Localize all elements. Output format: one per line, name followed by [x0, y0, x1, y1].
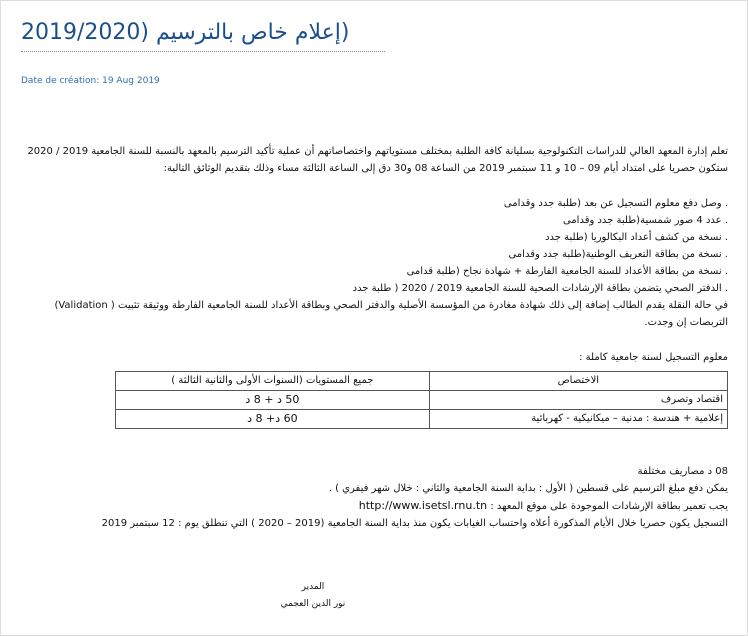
fees-table [115, 371, 728, 429]
page-title: (إعلام خاص بالترسيم (2019/2020 [21, 20, 350, 45]
signature-name: نور الدين العجمي [280, 599, 346, 609]
creation-date: Date de création: 19 Aug 2019 [21, 76, 160, 86]
document-item: . الدفتر الصحي يتضمن بطاقة الإرشادات الصحية للسنة الجامعية 2019 / 2020 ( طلبة جدد [352, 283, 728, 294]
table-cell-specialty: اقتصاد وتصرف [429, 391, 727, 410]
table-row [116, 410, 728, 429]
table-row [116, 391, 728, 410]
document-item: . وصل دفع معلوم التسجيل عن بعد (طلبة جدد وقدامى [503, 198, 728, 209]
article-body [21, 143, 728, 532]
institute-website-link[interactable]: http://www.isetsl.rnu.tn [358, 499, 488, 512]
misc-fees-line: 08 د مصاريف مختلفة [637, 466, 728, 477]
health-card-text: يجب تعمير بطاقة الإرشادات الموجودة على موقع المعهد : [490, 501, 728, 512]
document-item: . نسخة من كشف أعداد البكالوريا (طلبة جدد [545, 232, 728, 243]
intro-paragraph: تعلم إدارة المعهد العالي للدراسات التكنولوجية بسليانة كافة الطلبة بمختلف مستوياتهم واختصاصاتهم أن عملية تأكيد الترسيم بالمعهد بالنسبة للسنة الجامعية 2019 / 2020 ستكون حصريا على امتداد أيام 09 – 10 و 11 سبتمبر 2019 من الساعة 08 و30 دق إلى الساعة الثالثة مساء وذلك بتقديم الوثائق التالية: [27, 146, 728, 174]
table-cell-specialty: إعلامية + هندسة : مدنية – ميكانيكية - كهربائية [429, 410, 727, 429]
document-item: . نسخة من بطاقة التعريف الوطنية(طلبة جدد وقدامى [508, 249, 728, 260]
deadline-note: التسجيل يكون حصريا خلال الأيام المذكورة أعلاه واحتساب الغيابات يكون منذ بداية السنة الجامعية (2019 – 2020 ) التي تنطلق يوم : 12 سبتمبر 2019 [101, 518, 728, 529]
table-header-cell: الاختصاص [429, 372, 727, 391]
signature-role: المدير [301, 582, 325, 592]
transfer-note: في حالة النقلة يقدم الطالب إضافة إلى ذلك شهادة مغادرة من المؤسسة الأصلية والدفتر الصحي وبطاقة الأعداد للسنة الجامعية الفارطة ووثيقة تثبيت ( Validation) التربصات إن وجدت. [54, 300, 728, 328]
required-documents-list [21, 195, 728, 297]
signature-block [263, 579, 363, 613]
document-item: . عدد 4 صور شمسية(طلبة جدد وقدامى [562, 215, 728, 226]
table-header-cell: جميع المستويات (السنوات الأولى والثانية الثالثة ) [116, 372, 430, 391]
document-item: . نسخة من بطاقة الأعداد للسنة الجامعية الفارطة + شهادة نجاح (طلبة قدامى [406, 266, 728, 277]
fees-heading: معلوم التسجيل لسنة جامعية كاملة : [579, 352, 728, 363]
table-cell-amount: 50 د + 8 د [116, 391, 430, 410]
table-cell-amount: 60 د+ 8 د [116, 410, 430, 429]
table-header-row [116, 372, 728, 391]
installments-line: يمكن دفع مبلغ الترسيم على قسطين ( الأول : بداية السنة الجامعية والثاني : خلال شهر فيفري ) . [328, 483, 728, 494]
health-card-line [21, 497, 728, 515]
title-divider [21, 51, 385, 52]
